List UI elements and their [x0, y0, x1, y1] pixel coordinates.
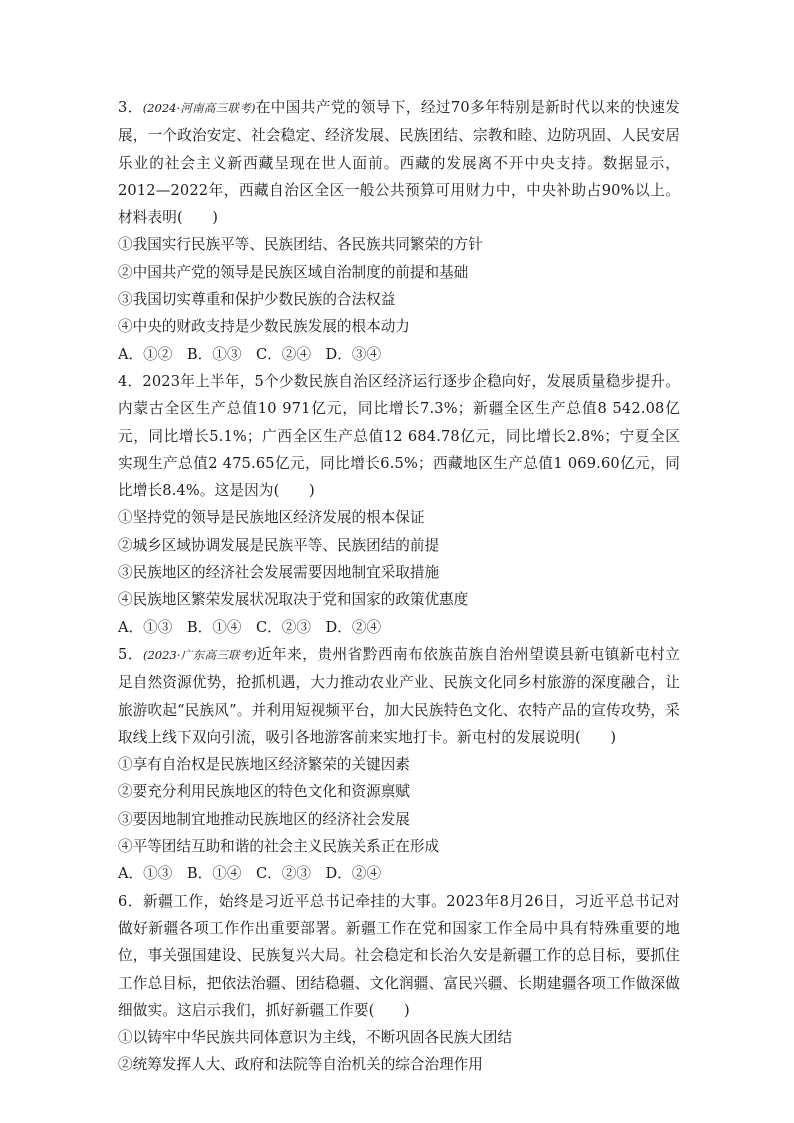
- question-number: 5．: [118, 645, 143, 663]
- option-3: ③民族地区的经济社会发展需要因地制宜采取措施: [118, 564, 440, 582]
- option-3: ③要因地制宜地推动民族地区的经济社会发展: [118, 810, 410, 828]
- exam-page: [118, 94, 680, 1079]
- answer-choices: A．①② B．①③ C．②④ D．③④: [118, 345, 382, 363]
- option-3: ③我国切实尊重和保护少数民族的合法权益: [118, 291, 396, 309]
- question-text: 2023年上半年，5个少数民族自治区经济运行逐步企稳向好，发展质量稳步提升。内蒙古全区生产总值10 971亿元，同比增长7.3%；新疆全区生产总值8 542.08亿元，同比增长5.1%；广西全区生产总值12 684.78亿元，同比增长2.8%；宁夏全区实现生产总值2 475.65亿元，同比增长6.5%；西藏地区生产总值1 069.60亿元，同比增长8.4%。这是因为( ): [118, 372, 680, 500]
- question-stem: [118, 641, 680, 751]
- option-1: ①以铸牢中华民族共同体意识为主线，不断巩固各民族大团结: [118, 1029, 513, 1047]
- answer-choices: A．①③ B．①④ C．②③ D．②④: [118, 618, 382, 636]
- question-text: 新疆工作，始终是习近平总书记牵挂的大事。2023年8月26日，习近平总书记对做好新疆各项工作作出重要部署。新疆工作在党和国家工作全局中具有特殊重要的地位，事关强国建设、民族复兴大局。社会稳定和长治久安是新疆工作的总目标，要抓住工作总目标，把依法治疆、团结稳疆、文化润疆、富民兴疆、长期建疆各项工作做深做细做实。这启示我们，抓好新疆工作要( ): [118, 892, 680, 1019]
- question-stem: [118, 368, 680, 504]
- question-text: 近年来，贵州省黔西南布依族苗族自治州望谟县新屯镇新屯村立足自然资源优势，抢抓机遇，大力推动农业产业、民族文化同乡村旅游的深度融合，让旅游吹起“民族风”。并利用短视频平台，加大民族特色文化、农特产品的宣传攻势，采取线上线下双向引流，吸引各地游客前来实地打卡。新屯村的发展说明( ): [118, 645, 680, 746]
- option-2: ②要充分利用民族地区的特色文化和资源禀赋: [118, 783, 410, 801]
- option-4: ④平等团结互助和谐的社会主义民族关系正在形成: [118, 838, 440, 856]
- question-3: [118, 94, 680, 368]
- option-1: ①我国实行民族平等、民族团结、各民族共同繁荣的方针: [118, 236, 483, 254]
- question-text: 在中国共产党的领导下，经过70多年特别是新时代以来的快速发展，一个政治安定、社会稳定、经济发展、民族团结、宗教和睦、边防巩固、人民安居乐业的社会主义新西藏呈现在世人面前。西藏的发展离不开中央支持。数据显示，2012—2022年，西藏自治区全区一般公共预算可用财力中，中央补助占90%以上。材料表明( ): [118, 99, 680, 227]
- question-4: [118, 368, 680, 641]
- question-stem: [118, 94, 680, 231]
- option-2: ②统筹发挥人大、政府和法院等自治机关的综合治理作用: [118, 1056, 483, 1074]
- option-2: ②城乡区域协调发展是民族平等、民族团结的前提: [118, 536, 440, 554]
- option-1: ①享有自治权是民族地区经济繁荣的关键因素: [118, 756, 410, 774]
- question-source: (2024·河南高三联考): [142, 101, 256, 115]
- question-number: 3．: [118, 99, 143, 116]
- option-1: ①坚持党的领导是民族地区经济发展的根本保证: [118, 509, 425, 527]
- answer-choices: A．①③ B．①④ C．②③ D．②④: [118, 865, 382, 883]
- question-5: [118, 641, 680, 888]
- question-number: 6．: [118, 892, 144, 910]
- question-number: 4．: [118, 372, 143, 390]
- option-4: ④民族地区繁荣发展状况取决于党和国家的政策优惠度: [118, 591, 469, 609]
- question-source: (2023·广东高三联考): [142, 647, 257, 662]
- option-4: ④中央的财政支持是少数民族发展的根本动力: [118, 318, 410, 336]
- question-6: [118, 888, 680, 1079]
- question-stem: [118, 888, 680, 1024]
- option-2: ②中国共产党的领导是民族区域自治制度的前提和基础: [118, 263, 469, 281]
